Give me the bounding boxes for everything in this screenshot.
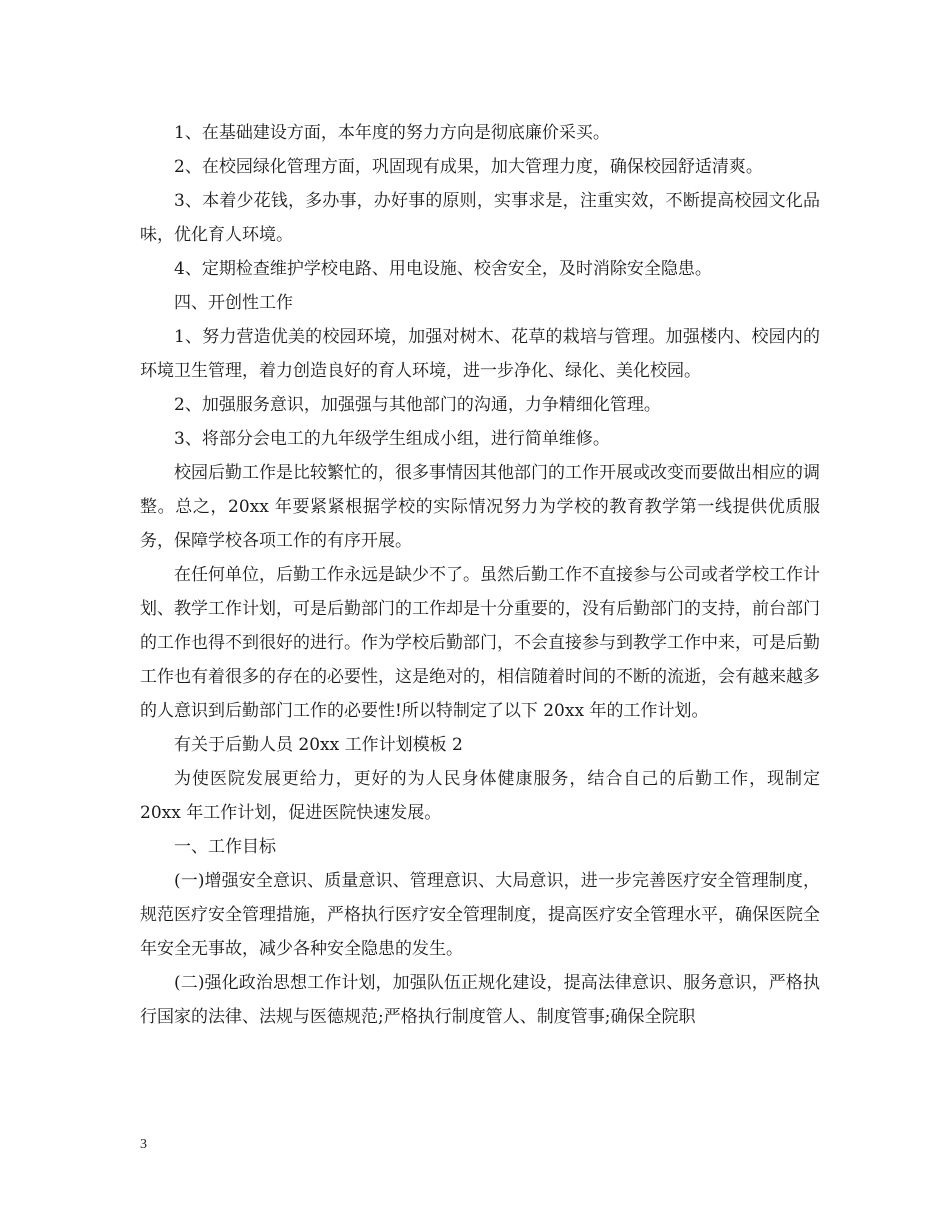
section-heading: 一、工作目标 [174,837,276,857]
paragraph: 2、在校园绿化管理方面，巩固现有成果，加大管理力度，确保校园舒适清爽。 [174,157,763,177]
paragraph: 在任何单位，后勤工作永远是缺少不了。虽然后勤工作不直接参与公司或者学校工作计划、教学工作计划，可是后勤部门的工作却是十分重要的，没有后勤部门的支持，前台部门的工作也得不到很好的进行。作为学校后勤部门，不会直接参与到教学工作中来，可是后勤工作也有着很多的存在的必要性，这是绝对的，相信随着时间的不断的流逝，会有越来越多的人意识到后勤部门工作的必要性!所以特制定了以下 20xx 年的工作计划。 [140,565,820,721]
paragraph: 4、定期检查维护学校电路、用电设施、校舍安全，及时消除安全隐患。 [174,259,712,279]
paragraph: (二)强化政治思想工作计划，加强队伍正规化建设，提高法律意识、服务意识，严格执行国家的法律、法规与医德规范;严格执行制度管人、制度管事;确保全院职 [140,973,820,1027]
section-heading: 四、开创性工作 [174,293,293,313]
paragraph: 1、在基础建设方面，本年度的努力方向是彻底廉价采买。 [174,123,610,143]
page-number: 3 [140,1137,147,1152]
document-subtitle: 有关于后勤人员 20xx 工作计划模板 2 [174,735,463,755]
paragraph: 3、将部分会电工的九年级学生组成小组，进行简单维修。 [174,429,610,449]
paragraph: 1、努力营造优美的校园环境，加强对树木、花草的栽培与管理。加强楼内、校园内的环境卫生管理，着力创造良好的育人环境，进一步净化、绿化、美化校园。 [140,327,820,381]
paragraph: 校园后勤工作是比较繁忙的，很多事情因其他部门的工作开展或改变而要做出相应的调整。总之，20xx 年要紧紧根据学校的实际情况努力为学校的教育教学第一线提供优质服务，保障学校各项工作的有序开展。 [140,463,820,551]
paragraph: 2、加强服务意识，加强强与其他部门的沟通，力争精细化管理。 [174,395,661,415]
paragraph: (一)增强安全意识、质量意识、管理意识、大局意识，进一步完善医疗安全管理制度，规范医疗安全管理措施，严格执行医疗安全管理制度，提高医疗安全管理水平，确保医院全年安全无事故，减少各种安全隐患的发生。 [140,871,820,959]
document-body [140,116,820,1034]
paragraph: 为使医院发展更给力，更好的为人民身体健康服务，结合自己的后勤工作，现制定 20xx 年工作计划，促进医院快速发展。 [140,769,820,823]
paragraph: 3、本着少花钱，多办事，办好事的原则，实事求是，注重实效，不断提高校园文化品味，优化育人环境。 [140,191,820,245]
